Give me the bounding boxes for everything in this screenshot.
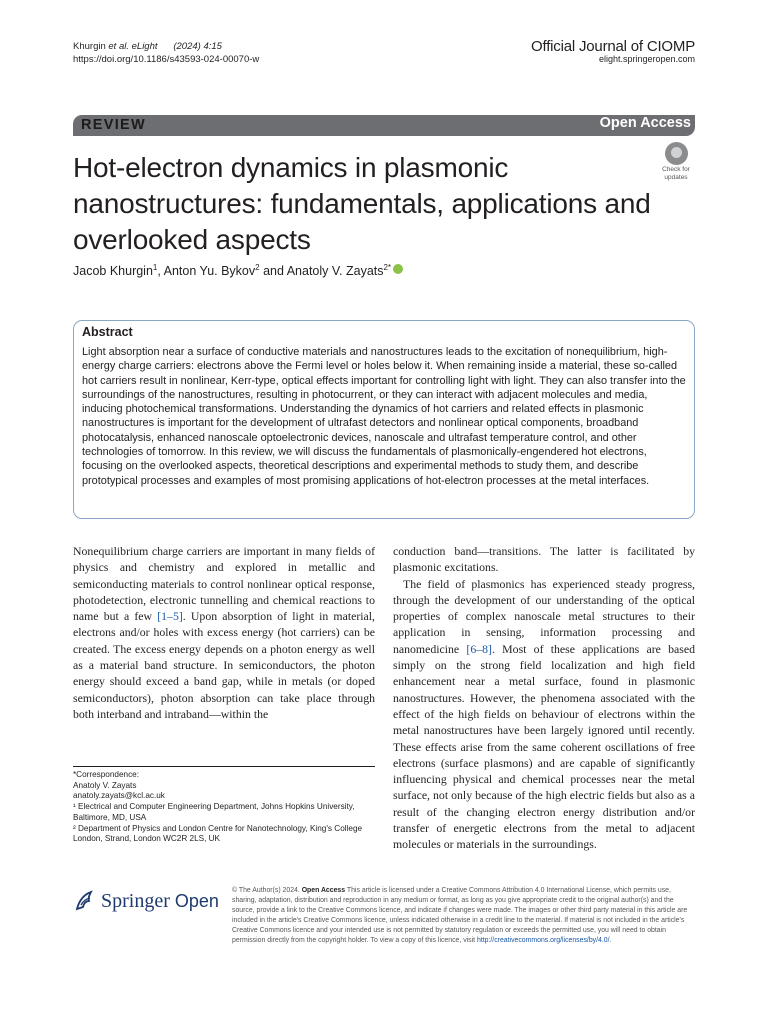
body-paragraph: conduction band—transitions. The latter is facilitated by plasmonic excitations. [393, 544, 695, 575]
article-type-banner [73, 115, 695, 136]
citation-link[interactable]: [1–5] [157, 609, 183, 624]
abstract-box [73, 320, 695, 519]
author-name: Jacob Khurgin [73, 264, 153, 279]
citation-authors: Khurgin [73, 41, 109, 52]
body-paragraph [73, 543, 375, 722]
license-notice [232, 886, 695, 946]
journal-url[interactable]: elight.springeropen.com [598, 54, 695, 64]
body-column-right [393, 543, 695, 853]
citation-link[interactable]: [6–8] [466, 641, 492, 656]
body-text: . Most of these applications are based simply on the strong field localization and high field enhancement near a metal surface, found in plasmonic nanostructures. However, the phenomena associated with the effect of the high fields on behaviour of electrons within the metal nanostructures have been largely ignored until recently. These effects arise from the same coherent oscillations of free electrons (surface plasmons) and are capable of significantly influencing physical and chemical processes near the metal surface, not only because of the high electric fields but also as a result of the changing electron energy distribution and/or transfer of energetic electrons from the metal to adjacent molecules or materials in the surroundings. [393, 641, 695, 852]
springer-wordmark [101, 890, 219, 913]
author-affiliation-mark: 2* [383, 263, 392, 272]
footnotes [73, 770, 375, 845]
license-text: This article is licensed under a Creative Commons Attribution 4.0 International License, which permits use, sharing, adaptation, distribution and reproduction in any medium or format, as long as you give appropriate credit to the original author(s) and the source, provide a link to the Creative Commons licence, and indicate if changes were made. The images or other third party material in this article are included in the article's Creative Commons licence, unless indicated otherwise in a credit line to the material. If material is not included in the article's Creative Commons licence and your intended use is not permitted by statutory regulation or exceeds the permitted use, you will need to obtain permission directly from the copyright holder. To view a copy of this licence, visit [232, 887, 688, 944]
springer-horse-icon [73, 889, 97, 913]
orcid-icon[interactable] [393, 264, 403, 274]
license-end: . [609, 937, 612, 944]
open-access-label: Open Access [599, 115, 691, 131]
license-link[interactable]: http://creativecommons.org/licenses/by/4.0/ [476, 937, 610, 944]
author-name: and Anatoly V. Zayats [259, 264, 384, 279]
journal-name: Official Journal of CIOMP [531, 38, 695, 55]
license-copyright: © The Author(s) 2024. [232, 887, 302, 894]
correspondence-name: Anatoly V. Zayats [73, 780, 137, 790]
correspondence-label: *Correspondence: [73, 770, 139, 779]
citation-header [73, 40, 259, 66]
author-name: , Anton Yu. Bykov [157, 264, 256, 279]
crossmark-icon [665, 142, 688, 165]
body-text: The field of plasmonics has experienced steady progress, through the development of our understanding of the optical properties of complex nanoscale metal structures to their application in sensing, information processing and nanomedicine [393, 576, 695, 656]
abstract-text: Light absorption near a surface of conductive materials and nanostructures leads to the excitation of nonequilibrium, high-energy charge carriers: electrons above the Fermi level or holes below it. When remaining inside a material, these so-called hot carriers result in nonlinear, Kerr-type, optical effects important for controlling light with light. They can also transfer into the surroundings of the nanostructures, resulting in photocurrent, or they can interact with adjacent molecules and media, inducing photochemical transformations. Understanding the dynamics of hot carriers and related effects in plasmonic nanostructures is important for the development of ultrafast detectors and nonlinear optical components, broadband photocatalysis, enhanced nanoscale optoelectronic devices, nanoscale and ultrafast temperature control, and other technologies of tomorrow. In this review, we will discuss the fundamentals of plasmonically-engendered hot electrons, focusing on the overlooked aspects, theoretical descriptions and experimental methods to study them, and describe prototypical processes and examples of most promising applications of hot-electron processes at the metal interfaces. [82, 346, 686, 487]
body-paragraph [393, 576, 695, 853]
footnote-divider [73, 766, 375, 767]
doi-link[interactable]: https://doi.org/10.1186/s43593-024-00070-w [73, 54, 260, 65]
springer-open: Open [169, 891, 219, 911]
article-type-label: REVIEW [81, 117, 146, 133]
body-text: . Upon absorption of light in material, electrons and/or holes with excess energy (hot carriers) can be created. The excess energy depends on a photon energy as well as a material band structure. In semiconductors, the photon energy should exceed a band gap, while in metals (or doped semiconductors), photon absorption can take place through both interband and intraband—within the [73, 609, 376, 721]
crossmark-line2: updates [664, 174, 688, 181]
license-open-access: Open Access [301, 887, 346, 894]
check-for-updates-badge[interactable] [656, 142, 696, 180]
author-affiliation-mark: 2 [255, 263, 260, 272]
crossmark-line1: Check for [662, 166, 690, 173]
author-affiliation-mark: 1 [152, 263, 158, 272]
springer-name: Springer [101, 890, 170, 912]
body-column-left [73, 543, 375, 722]
body-text: Nonequilibrium charge carriers are important in many fields of physics and chemistry and explored in metallic and semiconducting materials to control nonlinear optical response, photodetection, electronic tunnelling and chemical reactions to name but a few [73, 544, 375, 624]
affiliation-2: ² Department of Physics and London Centre for Nanotechnology, King's College London, Strand, London WC2R 2LS, UK [73, 823, 363, 844]
journal-header [531, 38, 695, 64]
author-list [73, 263, 403, 278]
abstract-heading: Abstract [82, 325, 133, 339]
citation-year: (2024) 4:15 [173, 41, 222, 52]
affiliation-1: ¹ Electrical and Computer Engineering Department, Johns Hopkins University, Baltimore, MD, USA [73, 802, 355, 822]
article-title: Hot-electron dynamics in plasmonic nanostructures: fundamentals, applications and overlooked aspects [73, 152, 651, 255]
correspondence-email[interactable]: anatoly.zayats@kcl.ac.uk [73, 791, 165, 801]
citation-journal: et al. eLight [108, 41, 158, 52]
